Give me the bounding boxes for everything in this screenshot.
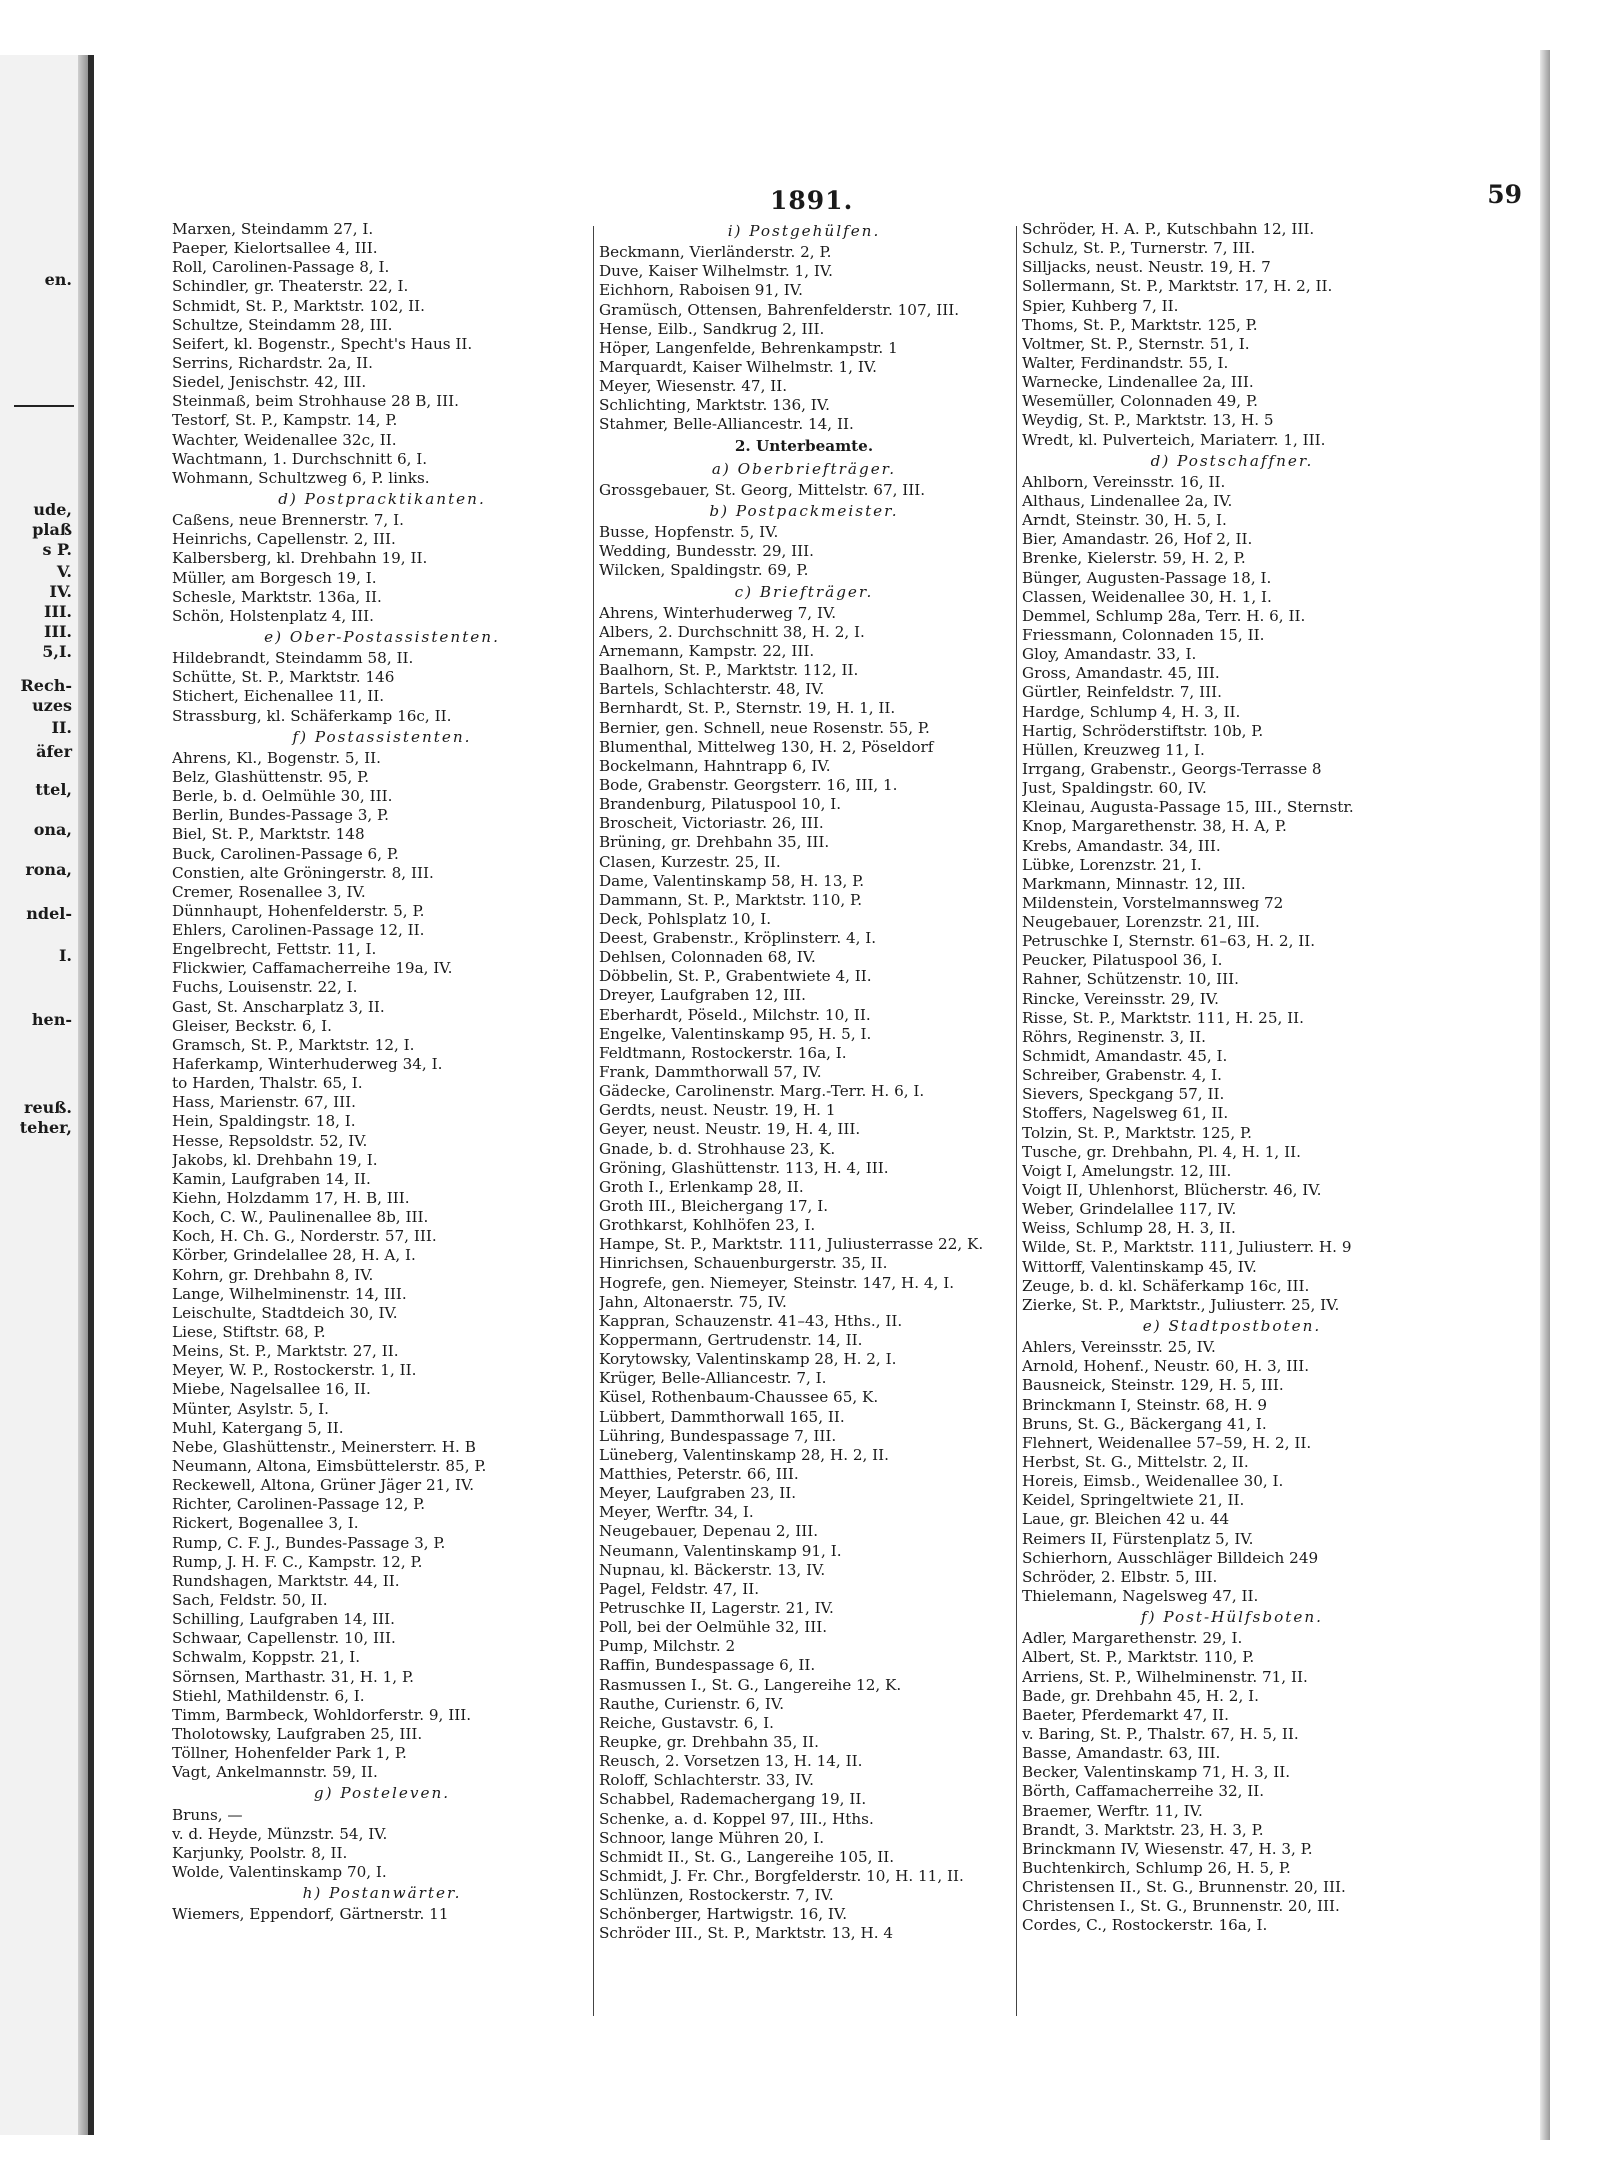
directory-entry: Feldtmann, Rostockerstr. 16a, I. — [599, 1043, 847, 1062]
column-3 — [1022, 220, 1442, 1936]
directory-entry: Rincke, Vereinsstr. 29, IV. — [1022, 989, 1219, 1008]
directory-entry: Geyer, neust. Neustr. 19, H. 4, III. — [599, 1120, 861, 1139]
directory-entry: Rump, J. H. F. C., Kampstr. 12, P. — [172, 1552, 423, 1571]
directory-entry: Schabbel, Rademachergang 19, II. — [599, 1790, 867, 1809]
directory-entry: Petruschke II, Lagerstr. 21, IV. — [599, 1598, 834, 1617]
directory-entry: Basse, Amandastr. 63, III. — [1022, 1744, 1221, 1763]
directory-entry: Sörnsen, Marthastr. 31, H. 1, P. — [172, 1667, 414, 1686]
section-heading: e) Ober-Postassistenten. — [264, 627, 500, 646]
directory-entry: Sach, Feldstr. 50, II. — [172, 1590, 328, 1609]
directory-entry: Schnoor, lange Mühren 20, I. — [599, 1828, 825, 1847]
directory-entry: Wesemüller, Colonnaden 49, P. — [1022, 392, 1258, 411]
directory-entry: Wittorff, Valentinskamp 45, IV. — [1022, 1257, 1257, 1276]
directory-entry: Baalhorn, St. P., Marktstr. 112, II. — [599, 661, 859, 680]
facing-page-fragment: rona, — [25, 860, 72, 879]
directory-entry: Bode, Grabenstr. Georgsterr. 16, III, 1. — [599, 775, 898, 794]
column-2 — [599, 220, 1009, 1944]
directory-entry: Schütte, St. P., Marktstr. 146 — [172, 668, 395, 687]
directory-entry: Schreiber, Grabenstr. 4, I. — [1022, 1066, 1222, 1085]
directory-entry: Baeter, Pferdemarkt 47, II. — [1022, 1705, 1229, 1724]
directory-entry: Silljacks, neust. Neustr. 19, H. 7 — [1022, 258, 1271, 277]
directory-entry: Schröder, 2. Elbstr. 5, III. — [1022, 1567, 1218, 1586]
directory-entry: Brinckmann IV, Wiesenstr. 47, H. 3, P. — [1022, 1839, 1313, 1858]
directory-entry: Knop, Margarethenstr. 38, H. A, P. — [1022, 817, 1287, 836]
directory-entry: Krebs, Amandastr. 34, III. — [1022, 836, 1221, 855]
directory-entry: Rauthe, Curienstr. 6, IV. — [599, 1694, 785, 1713]
directory-entry: Kappran, Schauzenstr. 41–43, Hths., II. — [599, 1311, 903, 1330]
directory-entry: Thoms, St. P., Marktstr. 125, P. — [1022, 315, 1258, 334]
page-number: 59 — [1487, 180, 1522, 209]
directory-entry: Brandt, 3. Marktstr. 23, H. 3, P. — [1022, 1820, 1264, 1839]
directory-entry: Eberhardt, Pöseld., Milchstr. 10, II. — [599, 1005, 871, 1024]
directory-entry: Ahrens, Kl., Bogenstr. 5, II. — [172, 748, 381, 767]
directory-entry: Voltmer, St. P., Sternstr. 51, I. — [1022, 334, 1250, 353]
directory-entry: Meins, St. P., Marktstr. 27, II. — [172, 1342, 399, 1361]
directory-entry: Schön, Holstenplatz 4, III. — [172, 606, 374, 625]
directory-entry: Weber, Grindelallee 117, IV. — [1022, 1200, 1237, 1219]
directory-entry: Koppermann, Gertrudenstr. 14, II. — [599, 1331, 863, 1350]
directory-entry: Kiehn, Holzdamm 17, H. B, III. — [172, 1189, 410, 1208]
directory-entry: Meyer, Wiesenstr. 47, II. — [599, 377, 788, 396]
section-heading: d) Postschaffner. — [1150, 451, 1314, 470]
facing-page-fragment: reuß. — [24, 1098, 72, 1117]
directory-entry: Hildebrandt, Steindamm 58, II. — [172, 649, 414, 668]
directory-entry: Vagt, Ankelmannstr. 59, II. — [172, 1763, 378, 1782]
directory-entry: Dreyer, Laufgraben 12, III. — [599, 986, 806, 1005]
directory-entry: Thielemann, Nagelsweg 47, II. — [1022, 1586, 1259, 1605]
directory-entry: Gramüsch, Ottensen, Bahrenfelderstr. 107, III. — [599, 300, 960, 319]
directory-entry: Tusche, gr. Drehbahn, Pl. 4, H. 1, II. — [1022, 1142, 1301, 1161]
directory-entry: Stichert, Eichenallee 11, II. — [172, 687, 385, 706]
directory-entry: Beckmann, Vierländerstr. 2, P. — [599, 243, 832, 262]
directory-entry: Grothkarst, Kohlhöfen 23, I. — [599, 1216, 816, 1235]
directory-entry: Herbst, St. G., Mittelstr. 2, II. — [1022, 1453, 1249, 1471]
directory-entry: Röhrs, Reginenstr. 3, II. — [1022, 1027, 1206, 1046]
directory-entry: Deck, Pohlsplatz 10, I. — [599, 909, 772, 928]
directory-entry: Reckewell, Altona, Grüner Jäger 21, IV. — [172, 1476, 475, 1495]
directory-entry: Ahlborn, Vereinsstr. 16, II. — [1022, 472, 1226, 491]
directory-entry: v. Baring, St. P., Thalstr. 67, H. 5, II. — [1022, 1724, 1299, 1743]
facing-page-fragment: ude, — [33, 500, 72, 519]
directory-entry: Bernier, gen. Schnell, neue Rosenstr. 55, P. — [599, 718, 930, 737]
directory-entry: Lühring, Bundespassage 7, III. — [599, 1426, 837, 1445]
directory-entry: Dünnhaupt, Hohenfelderstr. 5, P. — [172, 901, 425, 920]
directory-entry: Siedel, Jenischstr. 42, III. — [172, 373, 367, 392]
directory-entry: Schmidt, Amandastr. 45, I. — [1022, 1047, 1228, 1066]
directory-entry: Tholotowsky, Laufgraben 25, III. — [172, 1724, 423, 1743]
directory-entry: Hogrefe, gen. Niemeyer, Steinstr. 147, H. 4, I. — [599, 1273, 955, 1292]
directory-entry: Schindler, gr. Theaterstr. 22, I. — [172, 277, 409, 296]
directory-entry: Schmidt II., St. G., Langereihe 105, II. — [599, 1847, 895, 1866]
directory-entry: Althaus, Lindenallee 2a, IV. — [1022, 491, 1233, 510]
directory-entry: Körber, Grindelallee 28, H. A, I. — [172, 1246, 416, 1265]
directory-entry: Gast, St. Anscharplatz 3, II. — [172, 997, 385, 1016]
directory-entry: Schlünzen, Rostockerstr. 7, IV. — [599, 1886, 834, 1905]
directory-entry: Walter, Ferdinandstr. 55, I. — [1022, 353, 1229, 372]
directory-entry: Wachter, Weidenallee 32c, II. — [172, 430, 397, 449]
directory-entry: Gross, Amandastr. 45, III. — [1022, 664, 1220, 683]
directory-entry: Ehlers, Carolinen-Passage 12, II. — [172, 921, 425, 940]
directory-entry: Gürtler, Reinfeldstr. 7, III. — [1022, 683, 1222, 702]
directory-entry: Hense, Eilb., Sandkrug 2, III. — [599, 319, 825, 338]
directory-entry: Koch, H. Ch. G., Norderstr. 57, III. — [172, 1227, 437, 1246]
directory-entry: Deest, Grabenstr., Kröplinsterr. 4, I. — [599, 929, 877, 948]
section-heading: 2. Unterbeamte. — [734, 436, 874, 455]
directory-entry: Schwaar, Capellenstr. 10, III. — [172, 1629, 396, 1648]
directory-entry: Schierhorn, Ausschläger Billdeich 249 — [1022, 1548, 1319, 1567]
section-heading: f) Post-Hülfsboten. — [1140, 1608, 1323, 1627]
directory-entry: Muhl, Katergang 5, II. — [172, 1418, 344, 1437]
directory-entry: Schesle, Marktstr. 136a, II. — [172, 587, 382, 606]
facing-page-fragment: ttel, — [35, 780, 72, 799]
directory-entry: Steinmaß, beim Strohhause 28 B, III. — [172, 392, 459, 411]
directory-entry: Brandenburg, Pilatuspool 10, I. — [599, 795, 842, 814]
directory-entry: Rasmussen I., St. G., Langereihe 12, K. — [599, 1675, 902, 1694]
directory-entry: Stoffers, Nagelsweg 61, II. — [1022, 1104, 1229, 1123]
directory-entry: Hartig, Schröderstiftstr. 10b, P. — [1022, 721, 1264, 740]
directory-entry: Adler, Margarethenstr. 29, I. — [1022, 1629, 1243, 1648]
directory-entry: Kleinau, Augusta-Passage 15, III., Sternstr. — [1022, 798, 1354, 817]
facing-page-fragment: IV. — [49, 582, 72, 601]
page-year: 1891. — [770, 186, 854, 215]
directory-entry: Keidel, Springeltwiete 21, II. — [1022, 1491, 1245, 1510]
directory-entry: Leischulte, Stadtdeich 30, IV. — [172, 1303, 398, 1322]
directory-entry: Just, Spaldingstr. 60, IV. — [1022, 779, 1207, 798]
directory-entry: Busse, Hopfenstr. 5, IV. — [599, 523, 779, 542]
directory-entry: Rahner, Schützenstr. 10, III. — [1022, 970, 1239, 989]
directory-entry: Rickert, Bogenallee 3, I. — [172, 1514, 359, 1533]
directory-entry: Christensen I., St. G., Brunnenstr. 20, III. — [1022, 1897, 1340, 1916]
section-heading: h) Postanwärter. — [302, 1884, 462, 1903]
directory-entry: Stiehl, Mathildenstr. 6, I. — [172, 1686, 365, 1705]
section-heading: d) Postpracktikanten. — [278, 489, 486, 508]
section-heading: i) Postgehülfen. — [727, 222, 881, 240]
directory-entry: Meyer, Laufgraben 23, II. — [599, 1484, 797, 1503]
facing-page-gutter — [78, 55, 92, 2135]
directory-entry: Münter, Asylstr. 5, I. — [172, 1399, 329, 1418]
directory-entry: Cordes, C., Rostockerstr. 16a, I. — [1022, 1916, 1268, 1935]
directory-entry: Töllner, Hohenfelder Park 1, P. — [172, 1744, 407, 1763]
directory-entry: Buck, Carolinen-Passage 6, P. — [172, 844, 399, 863]
directory-entry: Karjunky, Poolstr. 8, II. — [172, 1843, 348, 1862]
directory-entry: Frank, Dammthorwall 57, IV. — [599, 1063, 822, 1082]
directory-entry: Jakobs, kl. Drehbahn 19, I. — [172, 1150, 378, 1169]
directory-entry: Zeuge, b. d. kl. Schäferkamp 16c, III. — [1022, 1276, 1310, 1295]
directory-entry: Sievers, Speckgang 57, II. — [1022, 1085, 1225, 1104]
facing-page-fragment: 5,I. — [42, 642, 72, 661]
directory-entry: Bruns, St. G., Bäckergang 41, I. — [1022, 1414, 1267, 1433]
directory-entry: Eichhorn, Raboisen 91, IV. — [599, 281, 803, 300]
directory-entry: Nebe, Glashüttenstr., Meinersterr. H. B — [172, 1437, 476, 1456]
directory-entry: Engelbrecht, Fettstr. 11, I. — [172, 940, 377, 959]
directory-entry: Fuchs, Louisenstr. 22, I. — [172, 978, 358, 997]
directory-entry: Arriens, St. P., Wilhelminenstr. 71, II. — [1022, 1667, 1308, 1686]
facing-page-fragment: II. — [51, 718, 72, 737]
directory-entry: Brenke, Kielerstr. 59, H. 2, P. — [1022, 549, 1246, 568]
directory-entry: Bausneick, Steinstr. 129, H. 5, III. — [1022, 1376, 1284, 1395]
facing-page-fragment: äfer — [36, 742, 72, 761]
directory-entry: Bruns, — — [172, 1805, 243, 1824]
directory-entry: Belz, Glashüttenstr. 95, P. — [172, 767, 370, 786]
directory-entry: Müller, am Borgesch 19, I. — [172, 568, 377, 587]
directory-entry: Gloy, Amandastr. 33, I. — [1022, 645, 1197, 664]
directory-entry: Lange, Wilhelminenstr. 14, III. — [172, 1284, 407, 1303]
directory-entry: Blumenthal, Mittelweg 130, H. 2, Pöseldorf — [599, 737, 934, 756]
directory-entry: Hardge, Schlump 4, H. 3, II. — [1022, 702, 1241, 721]
directory-entry: Classen, Weidenallee 30, H. 1, I. — [1022, 587, 1272, 606]
directory-entry: Richter, Carolinen-Passage 12, P. — [172, 1495, 426, 1514]
facing-page-fragment: uzes — [32, 696, 72, 715]
directory-entry: Wiemers, Eppendorf, Gärtnerstr. 11 — [172, 1905, 449, 1924]
directory-entry: Weiss, Schlump 28, H. 3, II. — [1022, 1219, 1236, 1238]
directory-entry: Markmann, Minnastr. 12, III. — [1022, 874, 1246, 893]
directory-entry: Constien, alte Gröningerstr. 8, III. — [172, 863, 434, 882]
directory-entry: Timm, Barmbeck, Wohldorferstr. 9, III. — [172, 1705, 472, 1724]
directory-entry: Wedding, Bundesstr. 29, III. — [599, 542, 814, 561]
directory-entry: Demmel, Schlump 28a, Terr. H. 6, II. — [1022, 606, 1306, 625]
facing-page-fragment: teher, — [19, 1118, 72, 1137]
directory-entry: Schönberger, Hartwigstr. 16, IV. — [599, 1905, 848, 1924]
directory-entry: Hass, Marienstr. 67, III. — [172, 1093, 356, 1112]
directory-entry: Hüllen, Kreuzweg 11, I. — [1022, 740, 1205, 759]
facing-page-fragment: plaß — [32, 520, 72, 539]
directory-entry: Hein, Spaldingstr. 18, I. — [172, 1112, 356, 1131]
directory-entry: Korytowsky, Valentinskamp 28, H. 2, I. — [599, 1350, 897, 1369]
directory-entry: Braemer, Werftr. 11, IV. — [1022, 1801, 1203, 1820]
directory-entry: Roll, Carolinen-Passage 8, I. — [172, 258, 390, 277]
directory-entry: Neumann, Valentinskamp 91, I. — [599, 1541, 842, 1560]
directory-entry: Lübke, Lorenzstr. 21, I. — [1022, 855, 1202, 874]
directory-entry: Horeis, Eimsb., Weidenallee 30, I. — [1022, 1472, 1284, 1491]
directory-entry: Schenke, a. d. Koppel 97, III., Hths. — [599, 1809, 874, 1828]
directory-entry: Schultze, Steindamm 28, III. — [172, 315, 393, 334]
directory-entry: Neugebauer, Lorenzstr. 21, III. — [1022, 913, 1260, 932]
directory-entry: Testorf, St. P., Kampstr. 14, P. — [172, 411, 398, 430]
directory-entry: Schmidt, J. Fr. Chr., Borgfelderstr. 10, H. 11, II. — [599, 1866, 964, 1885]
directory-entry: Poll, bei der Oelmühle 32, III. — [599, 1618, 828, 1637]
directory-entry: Serrins, Richardstr. 2a, II. — [172, 353, 373, 372]
directory-entry: Miebe, Nagelsallee 16, II. — [172, 1380, 371, 1399]
directory-entry: Buchtenkirch, Schlump 26, H. 5, P. — [1022, 1858, 1291, 1877]
facing-page-fragment: V. — [56, 562, 72, 581]
directory-entry: Ahlers, Vereinsstr. 25, IV. — [1022, 1338, 1216, 1357]
directory-entry: Bockelmann, Hahntrapp 6, IV. — [599, 756, 831, 775]
directory-entry: Schlichting, Marktstr. 136, IV. — [599, 396, 830, 415]
directory-entry: Nupnau, kl. Bäckerstr. 13, IV. — [599, 1560, 826, 1579]
section-heading: e) Stadtpostboten. — [1142, 1317, 1322, 1336]
directory-entry: Hesse, Repsoldstr. 52, IV. — [172, 1131, 368, 1150]
directory-entry: Clasen, Kurzestr. 25, II. — [599, 852, 781, 871]
directory-entry: Berlin, Bundes-Passage 3, P. — [172, 806, 389, 825]
directory-entry: Friessmann, Colonnaden 15, II. — [1022, 625, 1265, 644]
facing-page-fragment: I. — [58, 946, 72, 965]
facing-page-edge — [0, 55, 94, 2135]
directory-entry: v. d. Heyde, Münzstr. 54, IV. — [172, 1824, 388, 1843]
directory-entry: Wilcken, Spaldingstr. 69, P. — [599, 561, 809, 580]
directory-entry: Gramsch, St. P., Marktstr. 12, I. — [172, 1035, 415, 1054]
directory-entry: Paeper, Kielortsallee 4, III. — [172, 239, 378, 258]
directory-entry: Becker, Valentinskamp 71, H. 3, II. — [1022, 1763, 1291, 1782]
directory-entry: Ahrens, Winterhuderweg 7, IV. — [599, 603, 837, 622]
directory-entry: Seifert, kl. Bogenstr., Specht's Haus II. — [172, 334, 473, 353]
facing-page-fragment: en. — [44, 270, 72, 289]
directory-entry: Gerdts, neust. Neustr. 19, H. 1 — [599, 1101, 836, 1120]
directory-entry: Dame, Valentinskamp 58, H. 13, P. — [599, 871, 865, 890]
directory-entry: Hinrichsen, Schauenburgerstr. 35, II. — [599, 1254, 888, 1273]
directory-entry: Brinckmann I, Steinstr. 68, H. 9 — [1022, 1395, 1268, 1414]
directory-entry: Albers, 2. Durchschnitt 38, H. 2, I. — [599, 622, 865, 641]
directory-entry: Bier, Amandastr. 26, Hof 2, II. — [1022, 530, 1253, 549]
directory-entry: Lübbert, Dammthorwall 165, II. — [599, 1407, 845, 1426]
directory-entry: Gleiser, Beckstr. 6, I. — [172, 1016, 333, 1035]
directory-entry: Pagel, Feldstr. 47, II. — [599, 1579, 760, 1598]
section-heading: g) Posteleven. — [313, 1784, 451, 1803]
directory-entry: Höper, Langenfelde, Behrenkampstr. 1 — [599, 338, 898, 357]
directory-entry: Zierke, St. P., Marktstr., Juliusterr. 25, IV. — [1022, 1295, 1340, 1314]
facing-page-fragment: Rech- — [20, 676, 72, 695]
directory-entry: Gnade, b. d. Strohhause 23, K. — [599, 1139, 836, 1158]
directory-entry: Dehlsen, Colonnaden 68, IV. — [599, 948, 816, 967]
directory-entry: Reupke, gr. Drehbahn 35, II. — [599, 1732, 819, 1751]
directory-entry: Wredt, kl. Pulverteich, Mariaterr. 1, III. — [1022, 430, 1326, 449]
directory-entry: Marxen, Steindamm 27, I. — [172, 220, 374, 238]
page-right-edge — [1540, 50, 1550, 2140]
directory-entry: Raffin, Bundespassage 6, II. — [599, 1656, 816, 1675]
facing-page-fragment: III. — [43, 622, 72, 641]
directory-entry: Hampe, St. P., Marktstr. 111, Juliusterrasse 22, K. — [599, 1235, 984, 1254]
directory-entry: Petruschke I, Sternstr. 61–63, H. 2, II. — [1022, 932, 1316, 951]
directory-entry: Berle, b. d. Oelmühle 30, III. — [172, 787, 393, 806]
directory-entry: Strassburg, kl. Schäferkamp 16c, II. — [172, 706, 452, 725]
directory-entry: Brüning, gr. Drehbahn 35, III. — [599, 833, 830, 852]
section-heading: a) Oberbriefträger. — [711, 459, 897, 478]
directory-entry: Arndt, Steinstr. 30, H. 5, I. — [1022, 511, 1227, 530]
directory-entry: Kamin, Laufgraben 14, II. — [172, 1169, 371, 1188]
directory-entry: Matthies, Peterstr. 66, III. — [599, 1465, 799, 1483]
directory-entry: Biel, St. P., Marktstr. 148 — [172, 825, 365, 844]
section-heading: f) Postassistenten. — [292, 727, 472, 746]
directory-entry: Voigt II, Uhlenhorst, Blücherstr. 46, IV. — [1022, 1181, 1322, 1200]
directory-entry: Gröning, Glashüttenstr. 113, H. 4, III. — [599, 1158, 889, 1177]
directory-entry: Schröder, H. A. P., Kutschbahn 12, III. — [1022, 220, 1315, 238]
directory-entry: Jahn, Altonaerstr. 75, IV. — [599, 1292, 787, 1311]
directory-entry: Albert, St. P., Marktstr. 110, P. — [1022, 1648, 1255, 1667]
directory-entry: Flickwier, Caffamacherreihe 19a, IV. — [172, 959, 453, 978]
section-heading: c) Briefträger. — [734, 582, 874, 601]
directory-entry: to Harden, Thalstr. 65, I. — [172, 1074, 363, 1093]
directory-entry: Spier, Kuhberg 7, II. — [1022, 296, 1179, 315]
directory-entry: Groth I., Erlenkamp 28, II. — [599, 1177, 804, 1196]
facing-page-rule — [14, 405, 74, 407]
facing-page-fragment: ona, — [33, 820, 72, 839]
facing-page-fragment: III. — [43, 602, 72, 621]
facing-page-fragment: ndel- — [26, 904, 72, 923]
directory-entry: Lüneberg, Valentinskamp 28, H. 2, II. — [599, 1445, 890, 1464]
directory-entry: Kohrn, gr. Drehbahn 8, IV. — [172, 1265, 374, 1284]
directory-entry: Liese, Stiftstr. 68, P. — [172, 1323, 326, 1342]
directory-page — [150, 150, 1530, 2130]
directory-entry: Stahmer, Belle-Alliancestr. 14, II. — [599, 415, 854, 434]
directory-entry: Duve, Kaiser Wilhelmstr. 1, IV. — [599, 262, 833, 281]
section-heading: b) Postpackmeister. — [709, 501, 899, 520]
directory-entry: Reiche, Gustavstr. 6, I. — [599, 1713, 774, 1732]
directory-entry: Reusch, 2. Vorsetzen 13, H. 14, II. — [599, 1752, 863, 1771]
directory-entry: Sollermann, St. P., Marktstr. 17, H. 2, II. — [1022, 277, 1333, 296]
directory-entry: Schulz, St. P., Turnerstr. 7, III. — [1022, 239, 1256, 258]
directory-entry: Heinrichs, Capellenstr. 2, III. — [172, 530, 396, 549]
column-divider — [593, 226, 594, 2016]
directory-entry: Börth, Caffamacherreihe 32, II. — [1022, 1782, 1265, 1801]
directory-entry: Pump, Milchstr. 2 — [599, 1637, 736, 1656]
directory-entry: Rump, C. F. J., Bundes-Passage 3, P. — [172, 1533, 446, 1552]
directory-entry: Arnold, Hohenf., Neustr. 60, H. 3, III. — [1022, 1357, 1310, 1376]
directory-entry: Wilde, St. P., Marktstr. 111, Juliusterr. H. 9 — [1022, 1238, 1352, 1257]
directory-entry: Rundshagen, Marktstr. 44, II. — [172, 1571, 400, 1590]
directory-entry: Broscheit, Victoriastr. 26, III. — [599, 814, 824, 833]
directory-entry: Peucker, Pilatuspool 36, I. — [1022, 951, 1223, 970]
directory-entry: Neugebauer, Depenau 2, III. — [599, 1522, 819, 1541]
directory-entry: Laue, gr. Bleichen 42 u. 44 — [1022, 1510, 1230, 1529]
directory-entry: Reimers II, Fürstenplatz 5, IV. — [1022, 1529, 1254, 1548]
directory-entry: Marquardt, Kaiser Wilhelmstr. 1, IV. — [599, 357, 877, 376]
directory-entry: Gädecke, Carolinenstr. Marg.-Terr. H. 6, I. — [599, 1082, 925, 1101]
directory-entry: Tolzin, St. P., Marktstr. 125, P. — [1022, 1123, 1252, 1142]
directory-entry: Mildenstein, Vorstelmannsweg 72 — [1022, 893, 1284, 912]
directory-entry: Kalbersberg, kl. Drehbahn 19, II. — [172, 549, 428, 568]
directory-entry: Wohmann, Schultzweg 6, P. links. — [172, 468, 430, 487]
directory-entry: Dammann, St. P., Marktstr. 110, P. — [599, 890, 863, 909]
directory-entry: Neumann, Altona, Eimsbüttelerstr. 85, P. — [172, 1457, 487, 1475]
directory-entry: Haferkamp, Winterhuderweg 34, I. — [172, 1055, 443, 1074]
facing-page-fragment: s P. — [42, 540, 72, 559]
directory-entry: Schmidt, St. P., Marktstr. 102, II. — [172, 296, 425, 315]
directory-entry: Bernhardt, St. P., Sternstr. 19, H. 1, II. — [599, 699, 896, 718]
directory-entry: Christensen II., St. G., Brunnenstr. 20, III. — [1022, 1878, 1346, 1897]
directory-entry: Weydig, St. P., Marktstr. 13, H. 5 — [1022, 411, 1274, 430]
directory-entry: Meyer, W. P., Rostockerstr. 1, II. — [172, 1361, 417, 1380]
directory-entry: Grossgebauer, St. Georg, Mittelstr. 67, III. — [599, 480, 926, 499]
directory-entry: Schwalm, Koppstr. 21, I. — [172, 1648, 361, 1667]
directory-entry: Caßens, neue Brennerstr. 7, I. — [172, 511, 404, 530]
directory-entry: Cremer, Rosenallee 3, IV. — [172, 882, 366, 901]
directory-entry: Flehnert, Weidenallee 57–59, H. 2, II. — [1022, 1433, 1312, 1452]
directory-entry: Küsel, Rothenbaum-Chaussee 65, K. — [599, 1388, 879, 1407]
directory-entry: Groth III., Bleichergang 17, I. — [599, 1197, 829, 1216]
directory-entry: Krüger, Belle-Alliancestr. 7, I. — [599, 1369, 827, 1388]
directory-entry: Schröder III., St. P., Marktstr. 13, H. 4 — [599, 1924, 894, 1943]
column-1 — [172, 220, 592, 1924]
facing-page-fragment: hen- — [31, 1010, 72, 1029]
directory-entry: Arnemann, Kampstr. 22, III. — [599, 641, 815, 660]
directory-entry: Irrgang, Grabenstr., Georgs-Terrasse 8 — [1022, 759, 1322, 778]
directory-entry: Bartels, Schlachterstr. 48, IV. — [599, 680, 825, 699]
directory-entry: Roloff, Schlachterstr. 33, IV. — [599, 1771, 814, 1790]
column-divider — [1016, 226, 1017, 2016]
directory-entry: Risse, St. P., Marktstr. 111, H. 25, II. — [1022, 1008, 1304, 1027]
directory-entry: Engelke, Valentinskamp 95, H. 5, I. — [599, 1024, 872, 1043]
directory-entry: Wachtmann, 1. Durchschnitt 6, I. — [172, 449, 428, 468]
directory-entry: Meyer, Werftr. 34, I. — [599, 1503, 754, 1522]
directory-entry: Voigt I, Amelungstr. 12, III. — [1022, 1161, 1232, 1180]
directory-entry: Schilling, Laufgraben 14, III. — [172, 1610, 395, 1629]
directory-entry: Koch, C. W., Paulinenallee 8b, III. — [172, 1208, 429, 1227]
directory-entry: Döbbelin, St. P., Grabentwiete 4, II. — [599, 967, 872, 986]
directory-entry: Bade, gr. Drehbahn 45, H. 2, I. — [1022, 1686, 1259, 1705]
directory-entry: Bünger, Augusten-Passage 18, I. — [1022, 568, 1272, 587]
directory-entry: Wolde, Valentinskamp 70, I. — [172, 1862, 387, 1881]
directory-entry: Warnecke, Lindenallee 2a, III. — [1022, 373, 1254, 392]
